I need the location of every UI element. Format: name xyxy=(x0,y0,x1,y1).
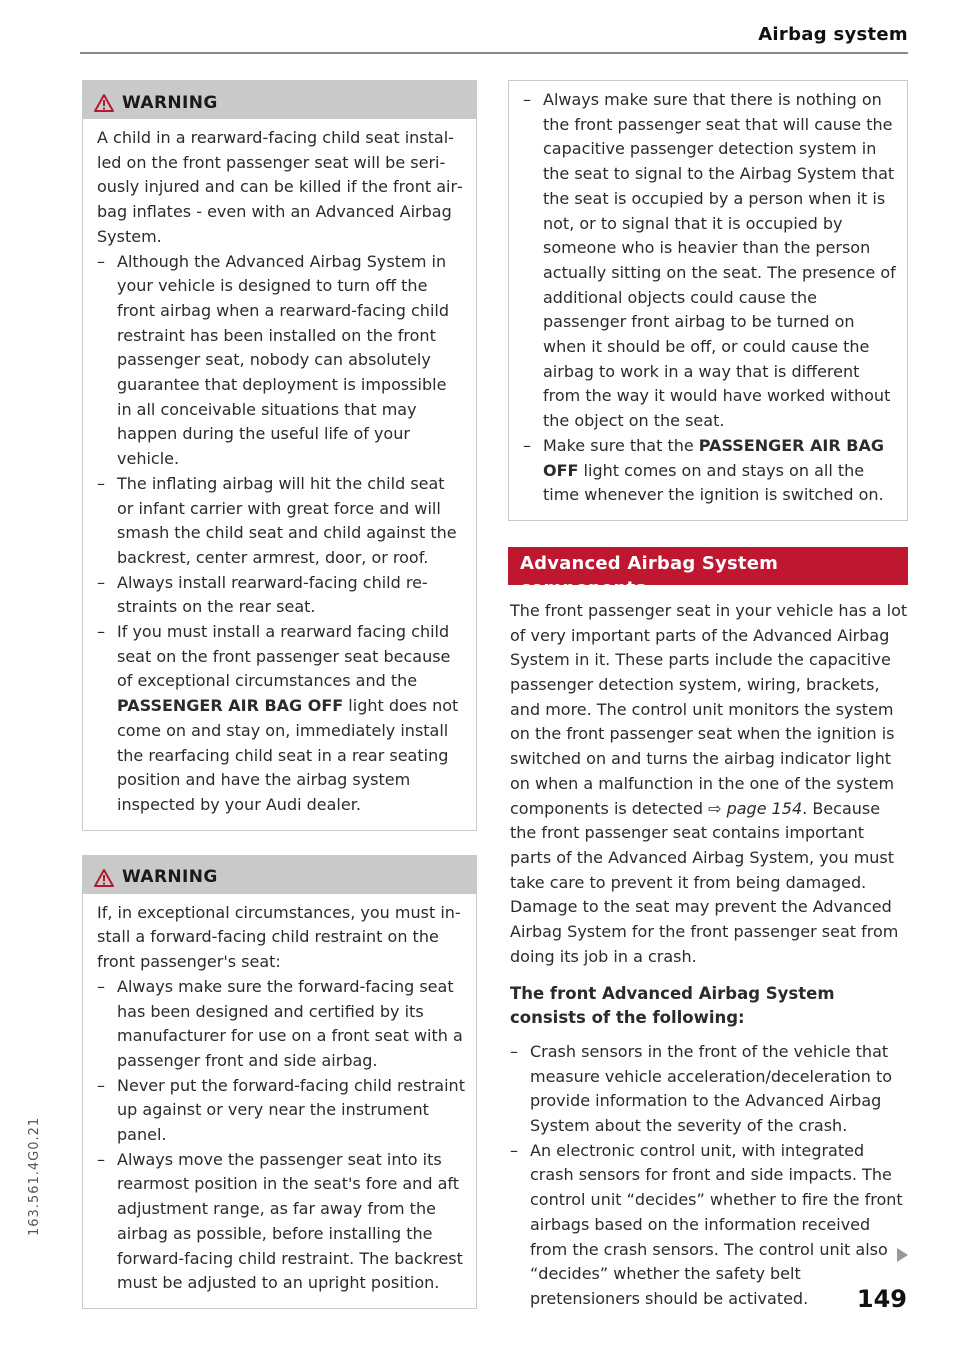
warning-header-1 xyxy=(83,81,476,119)
list-item: – Although the Advanced Airbag System in your vehicle is designed to turn off the front airbag when a rearward-facing child restraint has been installed on the front passenger seat, nobody can absolutely guarantee that deployment is impossible in all conceivable situations that may happen during the useful life of your vehicle. xyxy=(97,250,465,472)
components-list xyxy=(510,1040,908,1312)
list-item xyxy=(97,620,465,818)
warning-triangle-icon xyxy=(94,869,114,887)
subheading: The front Advanced Airbag System consists of the following: xyxy=(510,983,835,1028)
list-item: – Never put the forward-facing child restraint up against or very near the instrument panel. xyxy=(97,1074,465,1148)
warning-box-1 xyxy=(82,80,477,831)
warning-body-2 xyxy=(83,894,476,1308)
warning-intro-2: If, in exceptional circumstances, you must install a forward-facing child restraint on the front passenger's seat: xyxy=(97,902,461,972)
passenger-airbag-off-label: PASSENGER AIR BAG OFF xyxy=(543,435,884,480)
paragraph-text: . Because the front passenger seat contains important parts of the Advanced Airbag System, you must take care to prevent it from being damaged. Damage to the seat may prevent the Advanced Airbag System for the front passenger seat from doing its job in a crash. xyxy=(510,798,899,966)
list-item: – Always make sure the forward-facing seat has been designed and certified by its manufacturer for use on a front seat with a passenger front and side airbag. xyxy=(97,975,465,1074)
warning-continuation-box xyxy=(508,80,908,521)
header-rule xyxy=(80,52,908,54)
list-item-text: Make sure that the xyxy=(543,435,699,455)
warning-intro-1: A child in a rearward-facing child seat installed on the front passenger seat will be seriously injured and can be killed if the front airbag inflates - even with an Advanced Airbag System. xyxy=(97,128,463,246)
list-item: – Always make sure that there is nothing on the front passenger seat that will cause the capacitive passenger detection system in the seat to signal to the Airbag System that the seat is occupied by a person when it is not, or to signal that it is occupied by someone who is heavier than the person actually sitting on the seat. The presence of additional objects could cause the passenger front airbag to be turned on when it should be off, or could cause the airbag to work in a way that is different from the way it would have worked without the object on the seat. xyxy=(523,88,896,434)
list-item: – Crash sensors in the front of the vehicle that measure vehicle acceleration/deceleration to provide information to the Advanced Airbag System about the severity of the crash. xyxy=(510,1040,908,1139)
paragraph-text: The front passenger seat in your vehicle has a lot of very important parts of the Advanced Airbag System in it. These parts include the capacitive passenger detection system, wiring, brackets, and more. The control unit monitors the system on the front passenger seat when the ignition is switched on and turns the airbag indicator light on when a malfunction in the one of the system components is detected xyxy=(510,600,908,818)
list-item: – The inflating airbag will hit the child seat or infant carrier with great force and will smash the child seat and child against the backrest, center armrest, door, or roof. xyxy=(97,472,465,571)
list-item-text: If you must install a rearward facing child seat on the front passenger seat because of exceptional circumstances and the xyxy=(117,622,451,691)
list-item: – An electronic control unit, with integrated crash sensors for front and side impacts. The control unit “decides” whether to fire the front airbags based on the information received from the crash sensors. The control unit also “decides” whether the safety belt pretensioners should be activated. xyxy=(510,1139,908,1312)
continue-arrow-icon xyxy=(897,1248,908,1262)
right-column xyxy=(508,80,908,1312)
warning-box-2 xyxy=(82,855,477,1309)
components-list-wrap xyxy=(508,1040,908,1312)
document-code: 163.561.4G0.21 xyxy=(27,1116,42,1236)
body-paragraph xyxy=(508,599,908,970)
warning-header-2 xyxy=(83,856,476,894)
warning-list-2 xyxy=(97,975,465,1296)
section-title: Airbag system xyxy=(758,24,908,45)
warning-list-1 xyxy=(97,250,465,818)
list-item-text: light does not come on and stay on, immediately install the rearfacing child seat in a rear seating position and have the airbag system inspected by your Audi dealer. xyxy=(117,696,459,814)
warning-title-2: WARNING xyxy=(122,867,218,888)
warning-triangle-icon xyxy=(94,94,114,112)
list-item xyxy=(523,434,896,508)
page-number: 149 xyxy=(856,1285,907,1313)
page-reference-link[interactable]: ⇨ page 154 xyxy=(708,798,803,818)
passenger-airbag-off-label: PASSENGER AIR BAG OFF xyxy=(117,696,344,716)
left-column xyxy=(82,80,477,1309)
warning-body-1 xyxy=(83,119,476,830)
list-item: – Always install rearward-facing child restraints on the rear seat. xyxy=(97,571,465,620)
warning-title-1: WARNING xyxy=(122,92,218,113)
list-item: – Always move the passenger seat into its rearmost position in the seat's fore and aft adjustment range, as far away from the airbag as possible, before installing the forward-facing child restraint. The backrest must be adjusted to an upright position. xyxy=(97,1148,465,1296)
list-item-text: light comes on and stays on all the time whenever the ignition is switched on. xyxy=(543,460,884,505)
continuation-list xyxy=(523,88,896,508)
section-heading: Advanced Airbag System components xyxy=(508,547,908,585)
